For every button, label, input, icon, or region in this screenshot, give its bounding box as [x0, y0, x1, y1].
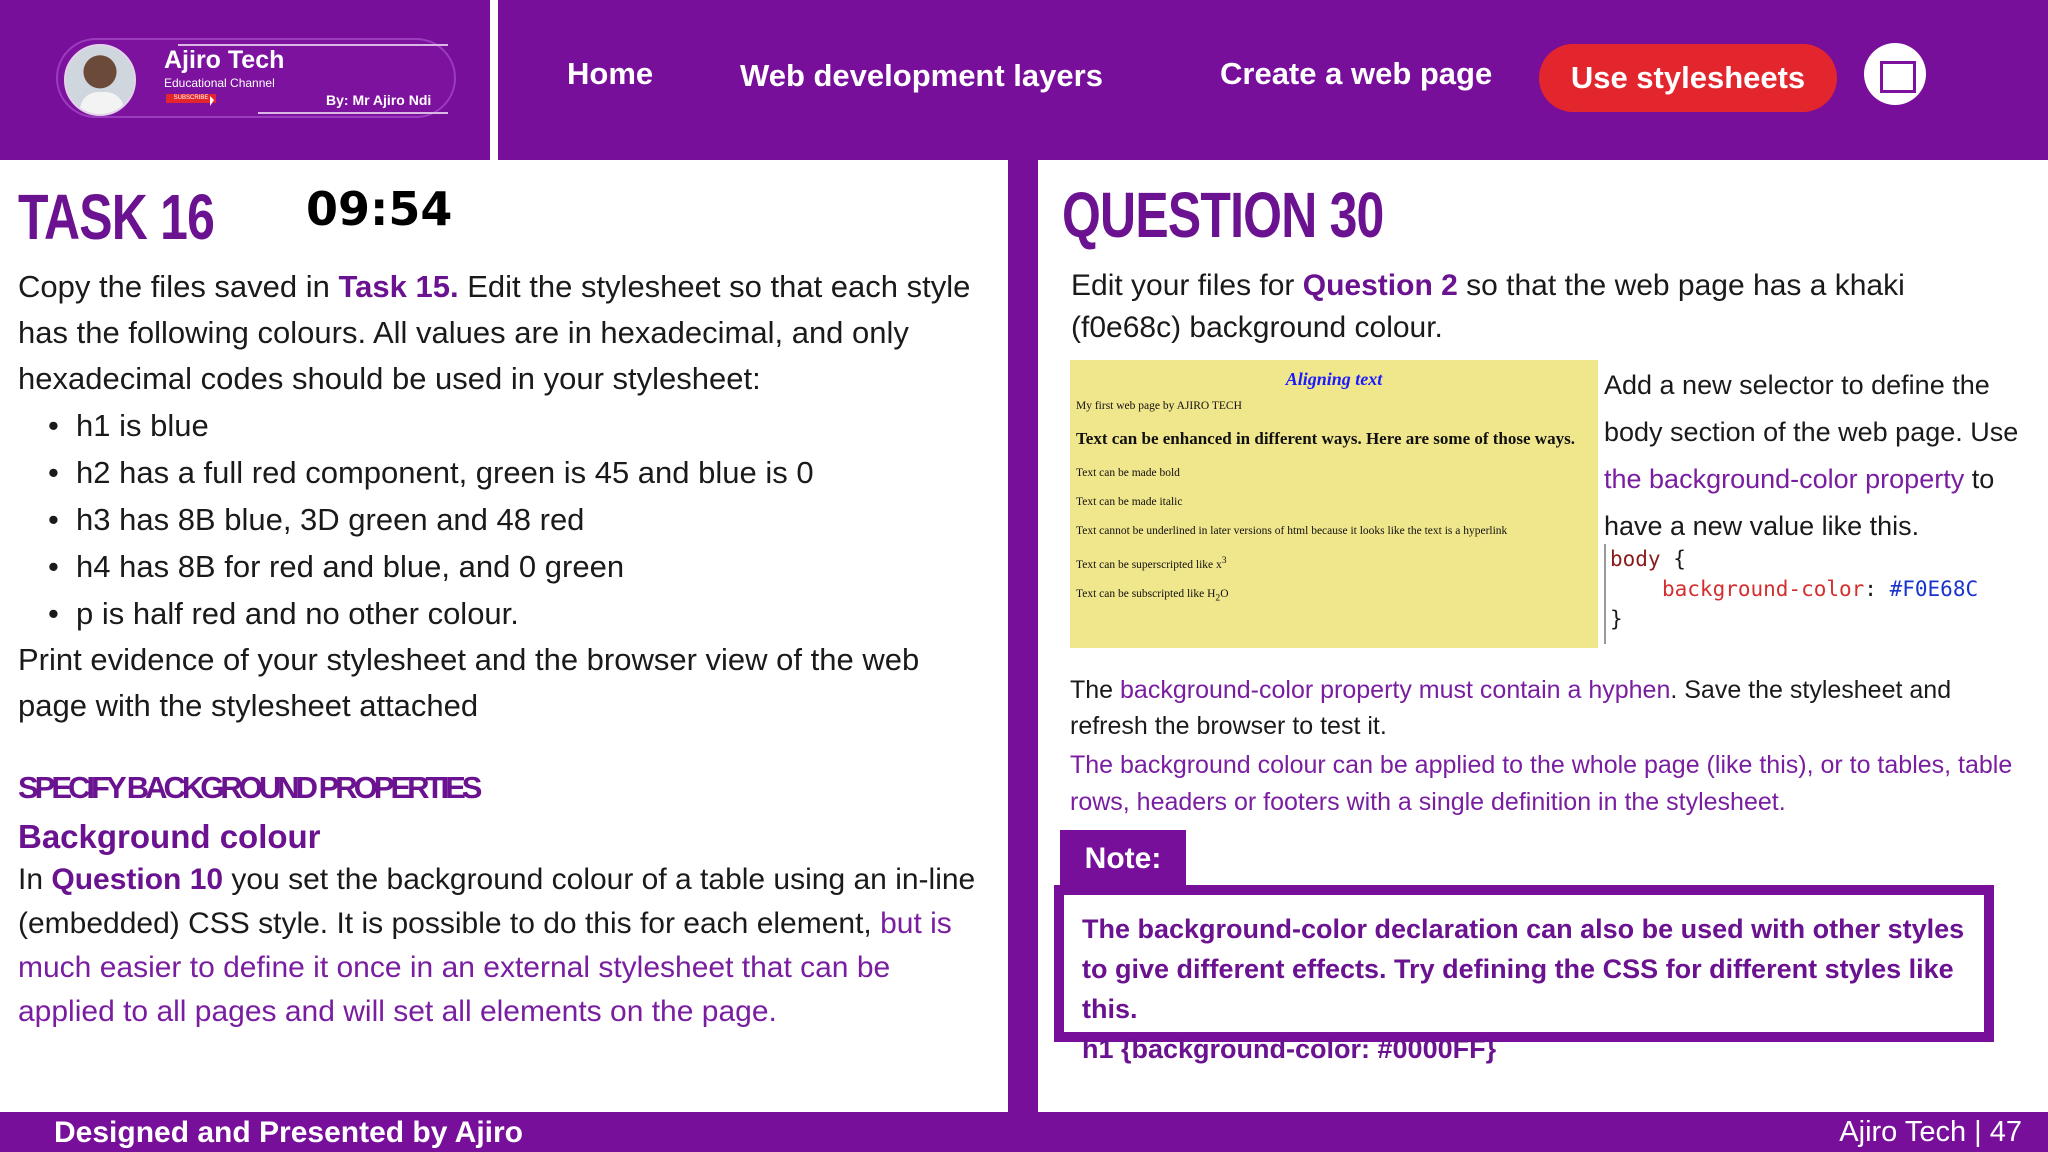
question-text: Edit your files for Question 2 so that the web page has a khaki (f0e68c) background colour.	[1071, 269, 1905, 344]
property-link[interactable]: the background-color property	[1604, 464, 1965, 494]
list-item: • h1 is blue	[48, 402, 978, 449]
section-heading: SPECIFY BACKGROUND PROPERTIES	[18, 770, 479, 805]
logo-divider-bottom	[258, 112, 448, 114]
question10-link[interactable]: Question 10	[51, 863, 224, 896]
code-selector: body	[1610, 547, 1661, 571]
header-bar	[0, 0, 2048, 160]
print-evidence-text: Print evidence of your stylesheet and the browser view of the web page with the stylesheet attached	[18, 642, 920, 723]
nav-use-stylesheets[interactable]: Use stylesheets	[1539, 44, 1837, 112]
note-text: The background-color declaration can also be used with other styles to give different effects. Try defining the CSS for different styles like this.	[1082, 914, 1965, 1024]
channel-logo[interactable]	[56, 38, 456, 118]
avatar	[64, 44, 136, 116]
question-heading: QUESTION 30	[1062, 179, 1384, 251]
preview-line: Text can be made italic	[1076, 496, 1183, 508]
footer-bar	[0, 1112, 2048, 1152]
code-property: background-color	[1662, 577, 1865, 601]
brand-author: By: Mr Ajiro Ndi	[326, 92, 432, 108]
footer-credit: Designed and Presented by Ajiro	[54, 1116, 523, 1149]
task-instructions	[18, 264, 978, 729]
column-divider	[1008, 160, 1038, 1112]
question2-link[interactable]: Question 2	[1302, 269, 1458, 302]
nav-web-development-layers[interactable]: Web development layers	[740, 58, 1103, 93]
footer-page-number: Ajiro Tech | 47	[1839, 1116, 2022, 1148]
selector-instructions: Add a new selector to define the body section of the web page. Use the background-color property to have a new value like this.	[1604, 370, 2019, 541]
code-value: #F0E68C	[1889, 577, 1979, 601]
note-label: Note:	[1060, 830, 1186, 888]
hyphen-instructions: The background-color property must contain a hyphen. Save the stylesheet and refresh the browser to test it.	[1070, 676, 1952, 740]
list-item: • h4 has 8B for red and blue, and 0 green	[48, 543, 978, 590]
hyphen-link[interactable]: background-color property must contain a hyphen	[1120, 676, 1671, 704]
subscribe-button[interactable]: SUBSCRIBE	[166, 94, 216, 103]
timer: 09:54	[306, 182, 453, 236]
preview-line: My first web page by AJIRO TECH	[1076, 400, 1242, 412]
task15-link[interactable]: Task 15.	[338, 269, 459, 304]
preview-line: Text can be made bold	[1076, 467, 1180, 479]
nav-home[interactable]: Home	[567, 56, 654, 91]
brand-subtitle: Educational Channel	[164, 76, 275, 90]
header-divider	[490, 0, 498, 160]
home-icon[interactable]	[1864, 43, 1926, 105]
note-code: h1 {background-color: #0000FF}	[1082, 1034, 1497, 1064]
brand-title: Ajiro Tech	[164, 46, 285, 74]
note-box	[1054, 885, 1994, 1064]
css-code-example: body { background-color: #F0E68C }	[1604, 544, 2024, 644]
nav-create-web-page[interactable]: Create a web page	[1220, 56, 1493, 91]
colour-requirements-list	[18, 402, 978, 637]
list-item: • h2 has a full red component, green is 45 and blue is 0	[48, 449, 978, 496]
list-item: • h3 has 8B blue, 3D green and 48 red	[48, 496, 978, 543]
preview-title: Aligning text	[1285, 369, 1383, 389]
preview-heading: Text can be enhanced in different ways. Here are some of those ways.	[1076, 429, 1575, 448]
browser-preview	[1070, 360, 1598, 648]
background-colour-text: In Question 10 you set the background colour of a table using an in-line (embedded) CSS style. It is possible to do this for each element, but is much easier to define it once in an external stylesheet that can be applied to all pages and will set all elements on the page.	[18, 863, 976, 1028]
preview-line: Text cannot be underlined in later versions of html because it looks like the text is a hyperlink	[1076, 525, 1508, 537]
preview-line: Text can be subscripted like $H_2O$	[1076, 587, 1229, 604]
cursor-icon	[208, 96, 216, 108]
subsection-heading: Background colour	[18, 818, 321, 855]
list-item: • p is half red and no other colour.	[48, 590, 978, 637]
task-heading: TASK 16	[18, 181, 215, 253]
task-intro: Copy the files saved in Task 15. Edit the stylesheet so that each style has the following colours. All values are in hexadecimal, and only hexadecimal codes should be used in your stylesheet:	[18, 269, 971, 396]
applied-text: The background colour can be applied to the whole page (like this), or to tables, table rows, headers or footers with a single definition in the stylesheet.	[1070, 751, 2013, 816]
preview-line: Text can be superscripted like $x^3$	[1076, 555, 1227, 571]
